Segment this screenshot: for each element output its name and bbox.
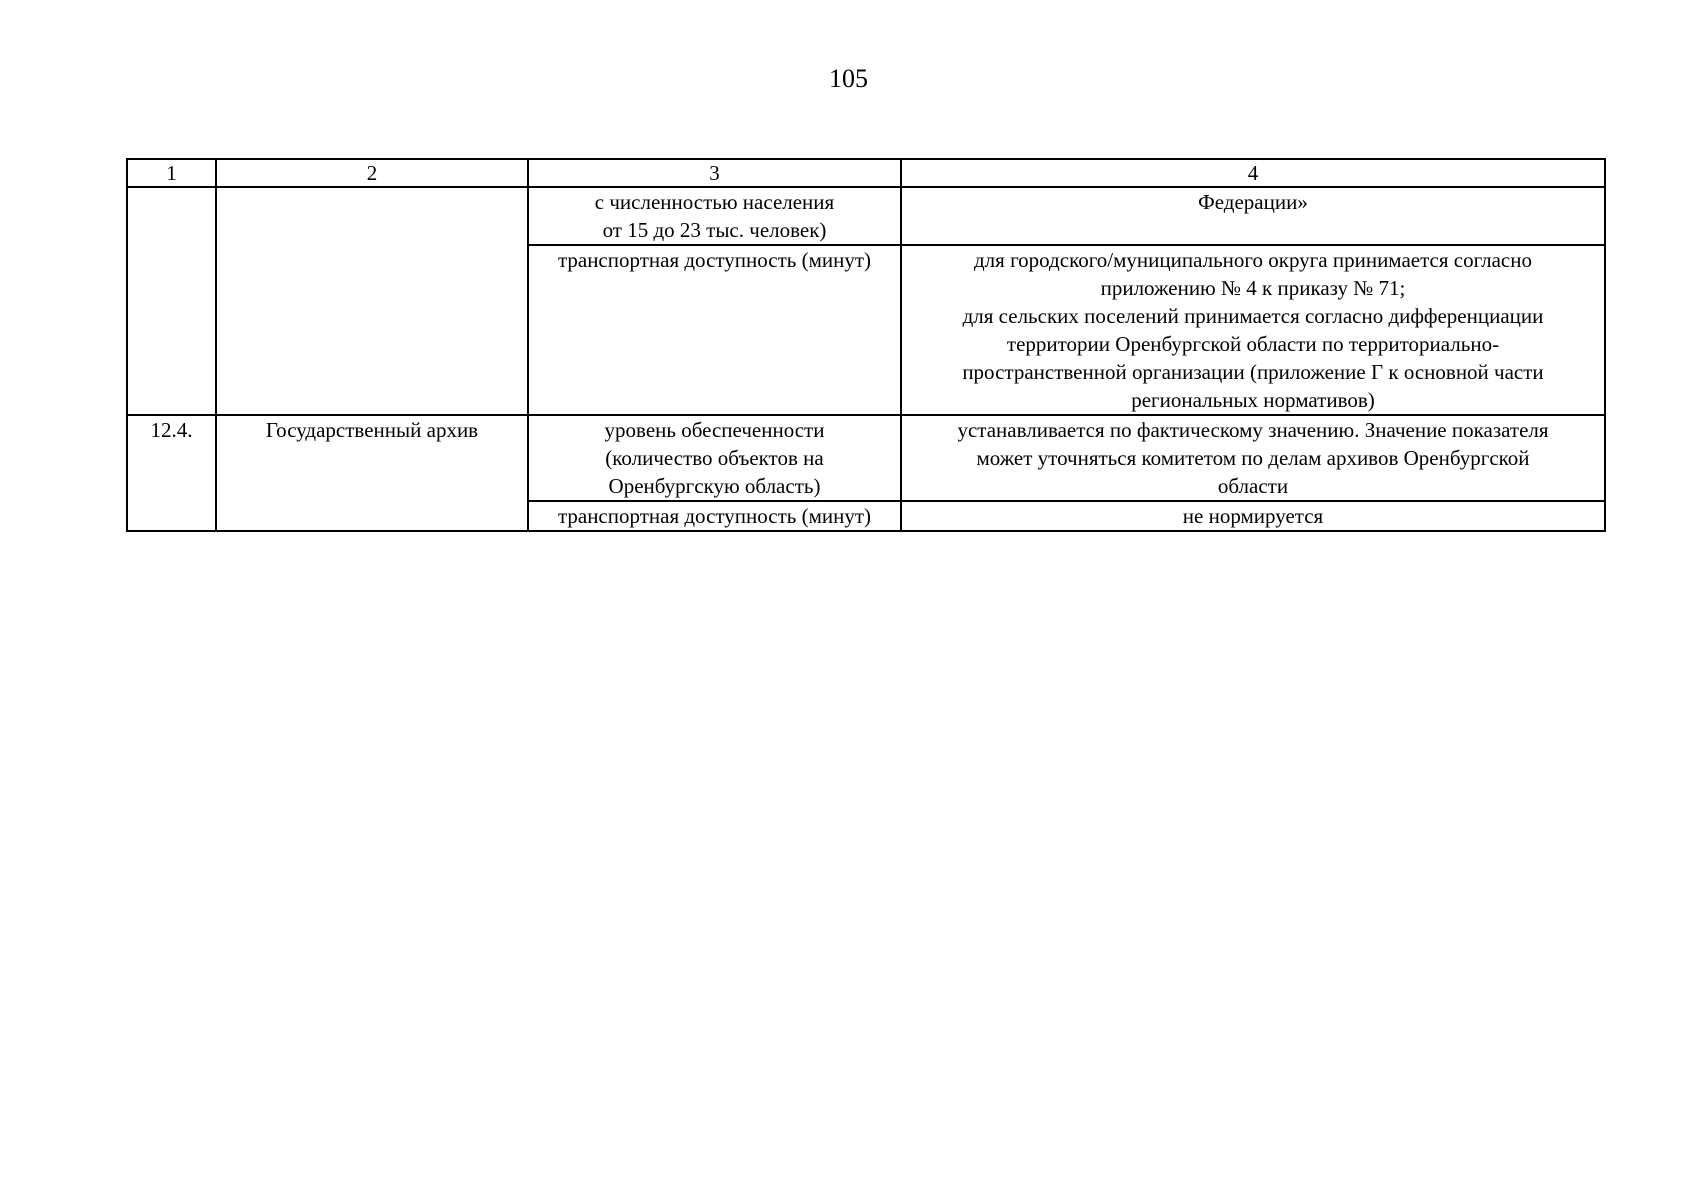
- text-line: территории Оренбургской области по территориально-: [1006, 332, 1500, 356]
- header-col-1: 1: [127, 159, 216, 187]
- text-line: (количество объектов на: [605, 446, 824, 470]
- text-line: с численностью населения: [594, 190, 835, 214]
- table-row: [127, 415, 1605, 501]
- cell-indicator: [528, 187, 901, 245]
- table-header-row: [127, 159, 1605, 187]
- text-line: пространственной организации (приложение Г к основной части: [962, 360, 1544, 384]
- text-line: для городского/муниципального округа принимается согласно: [974, 248, 1532, 272]
- header-col-3: 3: [528, 159, 901, 187]
- cell-number-empty: [127, 187, 216, 415]
- cell-value: [901, 415, 1605, 501]
- text-line: для сельских поселений принимается согласно дифференциации: [962, 304, 1544, 328]
- text-line: Федерации»: [1198, 190, 1308, 214]
- text-line: региональных нормативов): [1131, 388, 1375, 412]
- norms-table: [126, 158, 1606, 532]
- cell-indicator: [528, 501, 901, 531]
- text-line: может уточняться комитетом по делам архивов Оренбургской: [976, 446, 1530, 470]
- text-line: области: [1217, 474, 1289, 498]
- header-col-2: 2: [216, 159, 528, 187]
- cell-number: 12.4.: [127, 415, 216, 531]
- table-row: [127, 187, 1605, 245]
- cell-value: [901, 187, 1605, 245]
- cell-value: [901, 245, 1605, 415]
- cell-object-empty: [216, 187, 528, 415]
- text-line: транспортная доступность (минут): [557, 248, 872, 272]
- text-line: приложению № 4 к приказу № 71;: [1100, 276, 1406, 300]
- cell-indicator: [528, 245, 901, 415]
- text-line: устанавливается по фактическому значению. Значение показателя: [957, 418, 1549, 442]
- cell-value: [901, 501, 1605, 531]
- text-line: Оренбургскую область): [608, 474, 821, 498]
- cell-object: Государственный архив: [216, 415, 528, 531]
- text-line: не нормируется: [1182, 504, 1324, 528]
- text-line: от 15 до 23 тыс. человек): [602, 218, 827, 242]
- text-line: транспортная доступность (минут): [557, 504, 872, 528]
- page-number: 105: [829, 64, 868, 93]
- cell-indicator: [528, 415, 901, 501]
- text-line: уровень обеспеченности: [604, 418, 825, 442]
- header-col-4: 4: [901, 159, 1605, 187]
